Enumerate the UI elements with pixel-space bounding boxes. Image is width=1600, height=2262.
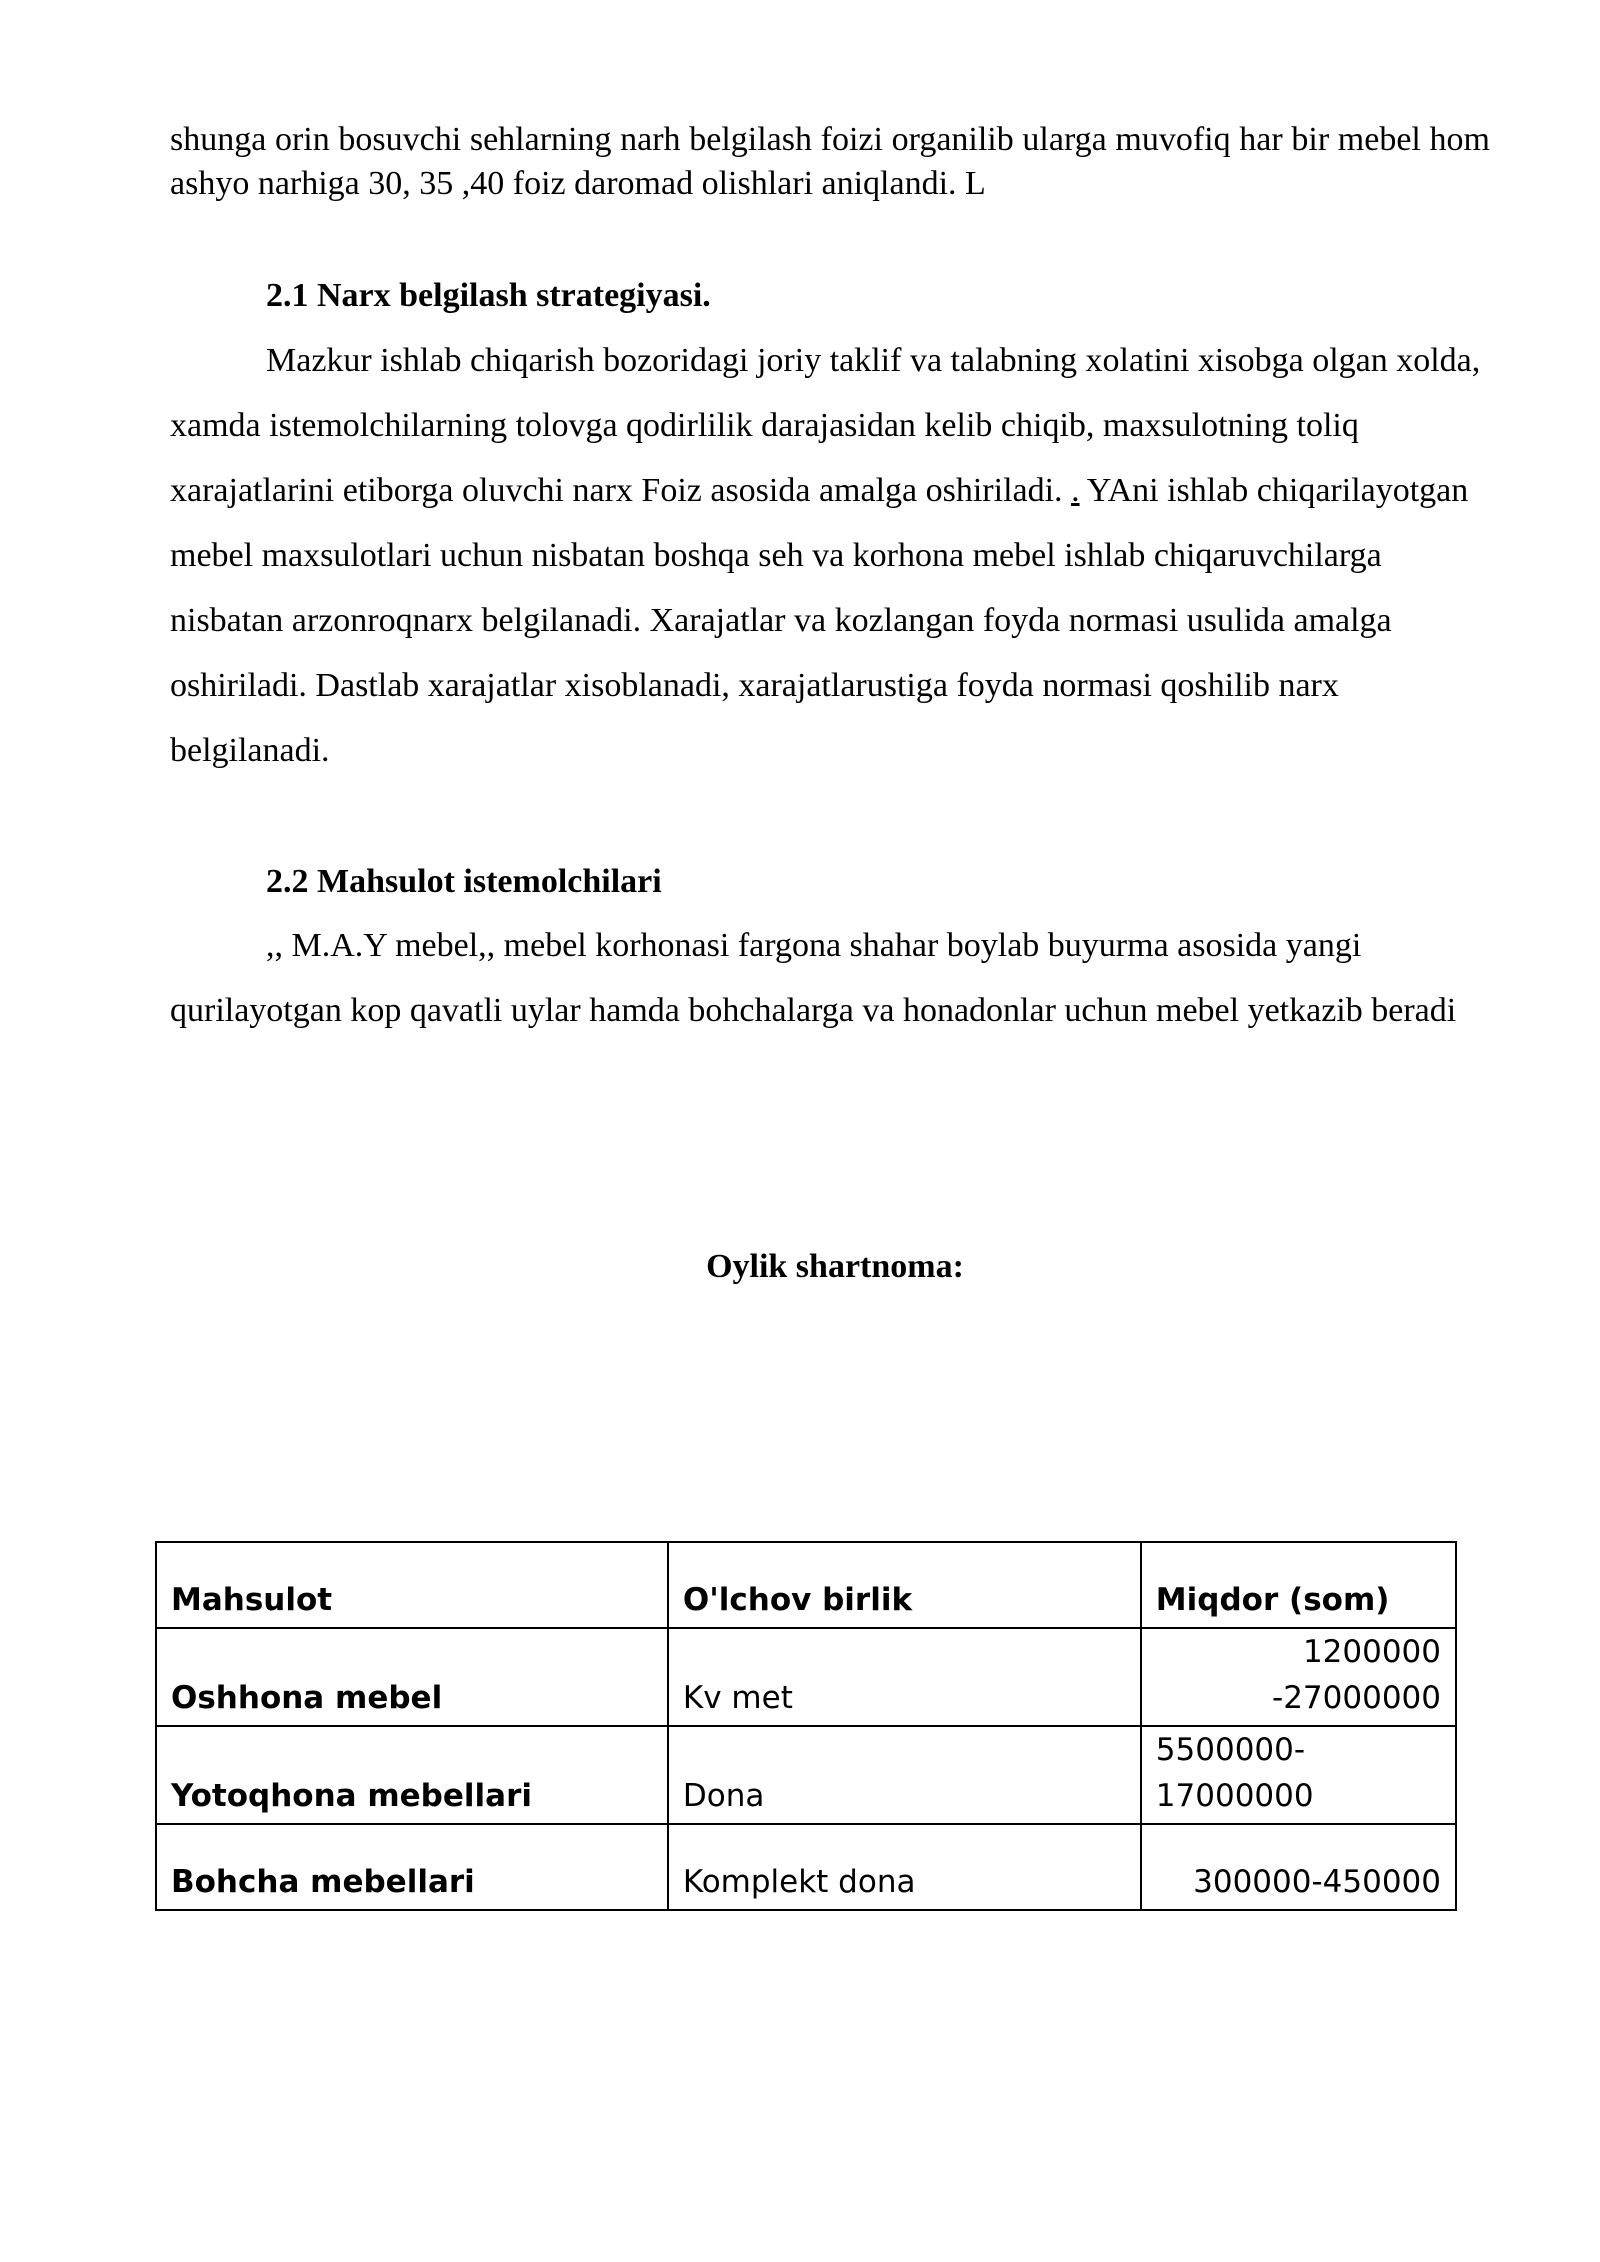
section-2-1-text-part1: Mazkur ishlab chiqarish bozoridagi joriy taklif va talabning xolatini xisobga olgan xolda, xamda istemolchilarning tolovga qodirlilik darajasidan kelib chiqib, maxsulotning toliq xarajatlarini etiborga oluvchi narx Foiz asosida amalga oshiriladi. xyxy=(170,342,1481,509)
product-cell: Oshhona mebel xyxy=(156,1628,668,1726)
section-2-1-text-part2: YAni ishlab chiqarilayotgan mebel maxsulotlari uchun nisbatan boshqa seh va korhona mebel ishlab chiqaruvchilarga nisbatan arzonroqnarx belgilanadi. Xarajatlar va kozlangan foyda normasi usulida amalga oshiriladi. Dastlab xarajatlar xisoblanadi, xarajatlarustiga foyda normasi qoshilib narx belgilanadi. xyxy=(170,472,1469,769)
table-row xyxy=(156,1628,1456,1726)
header-amount: Miqdor (som) xyxy=(1141,1542,1456,1628)
table-row xyxy=(156,1824,1456,1910)
unit-cell: Kv met xyxy=(668,1628,1141,1726)
contract-title: Oylik shartnoma: xyxy=(706,1248,964,1285)
unit-cell: Komplekt dona xyxy=(668,1824,1141,1910)
product-cell: Bohcha mebellari xyxy=(156,1824,668,1910)
section-heading-2-1: 2.1 Narx belgilash strategiyasi. xyxy=(266,277,711,314)
product-cell: Yotoqhona mebellari xyxy=(156,1726,668,1824)
amount-cell xyxy=(1141,1726,1456,1824)
amount-line-1: 1200000 xyxy=(1302,1634,1441,1670)
section-2-1-paragraph xyxy=(170,328,1490,783)
header-unit: O'lchov birlik xyxy=(668,1542,1141,1628)
section-2-1-underlined-dot: . xyxy=(1071,472,1080,509)
unit-cell: Dona xyxy=(668,1726,1141,1824)
contract-table xyxy=(155,1541,1457,1911)
amount-line-1: 5500000- xyxy=(1155,1732,1306,1768)
amount-line-2: 17000000 xyxy=(1155,1778,1314,1814)
amount-cell xyxy=(1141,1628,1456,1726)
table-header-row xyxy=(156,1542,1456,1628)
amount-cell: 300000-450000 xyxy=(1141,1824,1456,1910)
section-heading-2-2: 2.2 Mahsulot istemolchilari xyxy=(266,863,662,900)
section-2-2-paragraph: ,, M.A.Y mebel,, mebel korhonasi fargona shahar boylab buyurma asosida yangi qurilayotgan kop qavatli uylar hamda bohchalarga va honadonlar uchun mebel yetkazib beradi xyxy=(170,927,1457,1029)
header-product: Mahsulot xyxy=(156,1542,668,1628)
table-row xyxy=(156,1726,1456,1824)
amount-line-2: -27000000 xyxy=(1272,1680,1441,1716)
intro-paragraph: shunga orin bosuvchi sehlarning narh belgilash foizi organilib ularga muvofiq har bir mebel hom ashyo narhiga 30, 35 ,40 foiz daromad olishlari aniqlandi. L xyxy=(170,121,1490,202)
